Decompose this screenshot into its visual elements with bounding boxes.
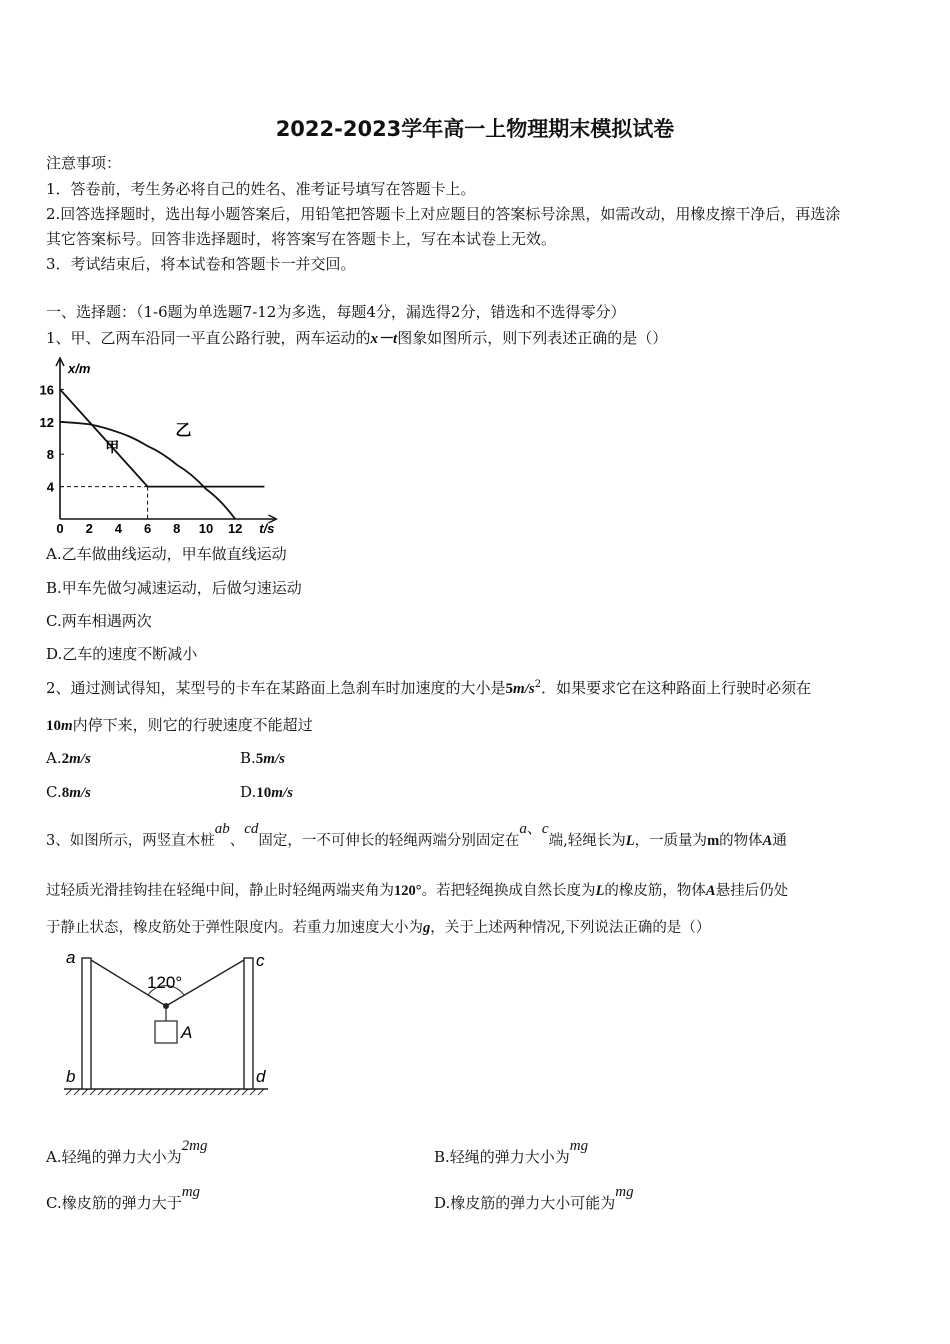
q3-stem-line3: 于静止状态，橡皮筋处于弹性限度内。若重力加速度大小为g，关于上述两种情况,下列说法正确的是（） (46, 920, 711, 936)
q1-option-a: A.乙车做曲线运动，甲车做直线运动 (46, 545, 287, 563)
notice-item: 3．考试结束后，将本试卷和答题卡一并交回。 (46, 255, 356, 273)
q2-stem-line2: 10m内停下来，则它的行驶速度不能超过 (46, 716, 313, 734)
q1-option-b: B.甲车先做匀减速运动，后做匀速运动 (46, 579, 302, 597)
q2-option-a: A.2m/s (46, 749, 91, 767)
label-a: a (66, 948, 76, 967)
series-jia-label: 甲 (105, 438, 120, 455)
q3-stem-line2: 过轻质光滑挂钩挂在轻绳中间，静止时轻绳两端夹角为120°。若把轻绳换成自然长度为L的橡皮筋，物体A悬挂后仍处 (46, 883, 789, 899)
x-tick-label: 2 (85, 521, 93, 534)
notice-heading: 注意事项： (46, 154, 122, 172)
angle-label: 120° (147, 973, 183, 992)
q1-option-c: C.两车相遇两次 (46, 612, 152, 630)
q2-option-d: D.10m/s (240, 783, 293, 801)
q2-stem-line1: 2、通过测试得知，某型号的卡车在某路面上急刹车时加速度的大小是$5m/s^2$．如果要求它在这种路面上行驶时必须在 (46, 679, 812, 697)
q3-option-b: B.轻绳的弹力大小为mg (434, 1138, 589, 1166)
q1-stem: 1、甲、乙两车沿同一平直公路行驶，两车运动的x－t图象如图所示，则下列表述正确的是（） (46, 329, 668, 347)
ground-hatch (66, 1089, 264, 1095)
q3-option-c: C.橡皮筋的弹力大于mg (46, 1184, 201, 1212)
y-tick-label: 16 (39, 382, 54, 398)
mass-label: A (181, 1023, 193, 1042)
y-tick-label: 12 (39, 414, 54, 430)
notice-item: 其它答案标号。回答非选择题时，将答案写在答题卡上，写在本试卷上无效。 (46, 230, 557, 248)
page-title: 2022-2023学年高一上物理期末模拟试卷 (275, 117, 675, 141)
q1-option-d: D.乙车的速度不断减小 (46, 645, 198, 663)
q3-figure (56, 948, 276, 1098)
q2-option-c: C.8m/s (46, 783, 91, 801)
notice-item: 2.回答选择题时，选出每小题答案后，用铅笔把答题卡上对应题目的答案标号涂黑，如需改动，用橡皮擦干净后，再选涂 (46, 205, 841, 223)
post-ab (82, 958, 91, 1089)
x-tick-label: 0 (56, 521, 64, 534)
q3-option-d: D.橡皮筋的弹力大小可能为mg (434, 1184, 634, 1212)
y-tick-label: 8 (46, 447, 54, 463)
series-yi-label: 乙 (175, 422, 192, 440)
x-axis-label: t/s (259, 521, 275, 534)
y-tick-label: 4 (46, 479, 54, 495)
x-tick-label: 12 (227, 521, 243, 534)
series-jia-line (60, 389, 264, 486)
x-tick-label: 10 (198, 521, 214, 534)
label-d: d (256, 1067, 266, 1086)
q3-option-a: A.轻绳的弹力大小为2mg (46, 1138, 208, 1166)
x-tick-label: 8 (173, 521, 181, 534)
x-tick-label: 6 (143, 521, 152, 534)
xt-chart (36, 356, 296, 534)
section-heading: 一、选择题：（1-6题为单选题7-12为多选，每题4分，漏选得2分，错选和不选得零分） (46, 303, 626, 321)
q2-option-b: B.5m/s (240, 749, 285, 767)
notice-item: 1．答卷前，考生务必将自己的姓名、准考证号填写在答题卡上。 (46, 180, 476, 198)
mass-block (155, 1021, 177, 1043)
post-cd (244, 958, 253, 1089)
label-c: c (256, 951, 265, 970)
x-tick-label: 4 (114, 521, 123, 534)
q3-stem-line1: 3、如图所示，两竖直木桩ab、cd固定，一不可伸长的轻绳两端分别固定在a、c端,轻绳长为L，一质量为m的物体A通 (46, 819, 787, 849)
label-b: b (66, 1067, 76, 1086)
y-axis-label: x/m (68, 361, 91, 376)
